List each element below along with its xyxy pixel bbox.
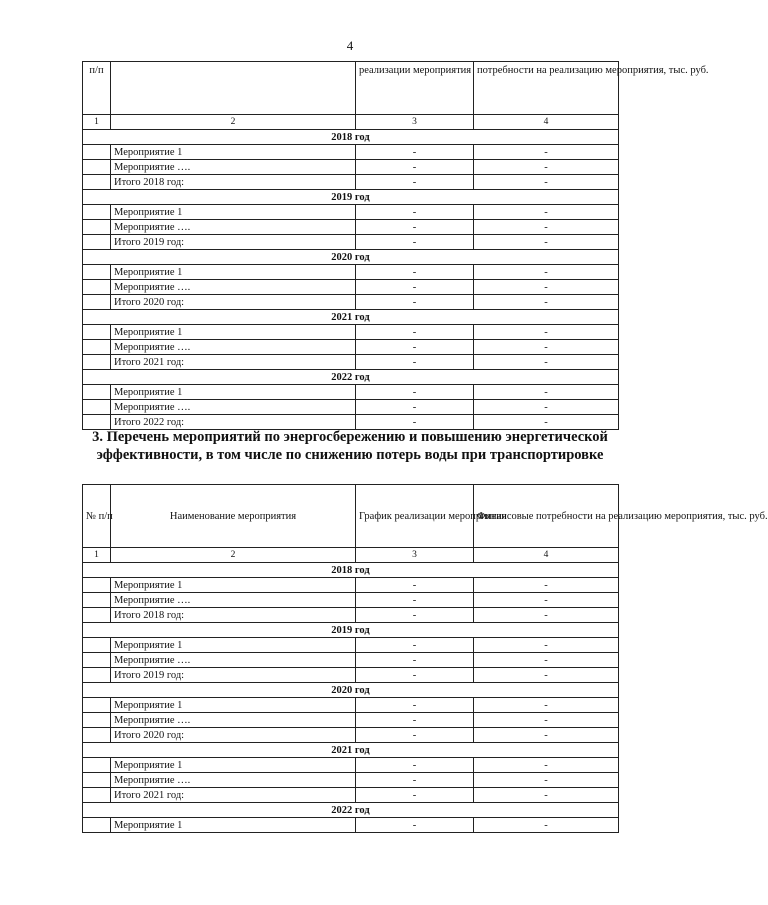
table-header-row [83,485,619,548]
table-row [83,205,619,220]
column-number: 1 [83,548,111,563]
section-title: 3. Перечень мероприятий по энергосбережению и повышению энергетической эффективности, в том числе по снижению потерь воды при транспортировке [92,429,608,463]
total-row [83,728,619,743]
year-heading: 2020 год [83,683,619,698]
column-number: 1 [83,115,111,130]
schedule-value: - [356,205,474,220]
activity-name: Мероприятие 1 [111,758,356,773]
table-row [83,160,619,175]
finance-value: - [474,265,619,280]
table-row [83,385,619,400]
schedule-value: - [356,235,474,250]
finance-value: - [474,653,619,668]
header-schedule: График реализации мероприятия [356,485,474,548]
finance-value: - [474,415,619,430]
activity-name: Мероприятие 1 [111,205,356,220]
schedule-value: - [356,668,474,683]
row-number [83,265,111,280]
activity-name: Мероприятие 1 [111,145,356,160]
schedule-value: - [356,773,474,788]
header-finance: Финансовые потребности на реализацию мероприятия, тыс. руб. [474,485,619,548]
row-number [83,758,111,773]
finance-value: - [474,728,619,743]
finance-value: - [474,818,619,833]
schedule-value: - [356,593,474,608]
table-row [83,220,619,235]
year-heading: 2021 год [83,310,619,325]
row-number [83,400,111,415]
finance-value: - [474,235,619,250]
header-name [111,62,356,115]
table-row [83,713,619,728]
year-row [83,743,619,758]
schedule-value: - [356,220,474,235]
row-number [83,713,111,728]
activity-name: Мероприятие 1 [111,818,356,833]
row-number [83,160,111,175]
total-row [83,668,619,683]
finance-value: - [474,638,619,653]
row-number [83,280,111,295]
total-row [83,608,619,623]
schedule-value: - [356,145,474,160]
row-number [83,235,111,250]
table-row [83,145,619,160]
page-number: 4 [346,38,354,53]
schedule-value: - [356,788,474,803]
header-name: Наименование мероприятия [111,485,356,548]
table-row [83,638,619,653]
year-heading: 2021 год [83,743,619,758]
finance-value: - [474,698,619,713]
schedule-value: - [356,698,474,713]
total-label: Итого 2018 год: [111,608,356,623]
row-number [83,145,111,160]
finance-value: - [474,713,619,728]
year-heading: 2022 год [83,370,619,385]
row-number [83,340,111,355]
activity-name: Мероприятие 1 [111,265,356,280]
table-row [83,578,619,593]
total-label: Итого 2020 год: [111,295,356,310]
row-number [83,205,111,220]
row-number [83,175,111,190]
activity-name: Мероприятие …. [111,280,356,295]
total-label: Итого 2019 год: [111,235,356,250]
row-number [83,220,111,235]
table-row [83,653,619,668]
year-row [83,803,619,818]
finance-value: - [474,145,619,160]
total-label: Итого 2022 год: [111,415,356,430]
table-row [83,698,619,713]
activity-name: Мероприятие …. [111,773,356,788]
total-row [83,295,619,310]
finance-value: - [474,295,619,310]
finance-value: - [474,385,619,400]
header-finance: потребности на реализацию мероприятия, тыс. руб. [474,62,619,115]
row-number [83,385,111,400]
activity-name: Мероприятие 1 [111,578,356,593]
year-row [83,190,619,205]
year-heading: 2020 год [83,250,619,265]
finance-value: - [474,608,619,623]
table-row [83,593,619,608]
year-row [83,310,619,325]
activity-name: Мероприятие …. [111,400,356,415]
total-row [83,355,619,370]
row-number [83,355,111,370]
schedule-value: - [356,400,474,415]
schedule-value: - [356,818,474,833]
schedule-value: - [356,265,474,280]
year-row [83,370,619,385]
activity-name: Мероприятие …. [111,653,356,668]
row-number [83,728,111,743]
column-number: 3 [356,548,474,563]
table-row [83,340,619,355]
year-heading: 2018 год [83,563,619,578]
year-row [83,623,619,638]
schedule-value: - [356,385,474,400]
total-label: Итого 2018 год: [111,175,356,190]
table-body [83,548,619,833]
row-number [83,295,111,310]
finance-value: - [474,205,619,220]
schedule-value: - [356,340,474,355]
total-label: Итого 2021 год: [111,788,356,803]
activity-name: Мероприятие 1 [111,325,356,340]
year-row [83,250,619,265]
year-heading: 2019 год [83,190,619,205]
year-heading: 2019 год [83,623,619,638]
row-number [83,653,111,668]
finance-value: - [474,355,619,370]
table-row [83,773,619,788]
finance-value: - [474,175,619,190]
row-number [83,788,111,803]
column-number-row [83,115,619,130]
row-number [83,773,111,788]
year-row [83,563,619,578]
table-row [83,325,619,340]
finance-value: - [474,758,619,773]
finance-value: - [474,160,619,175]
column-number: 4 [474,548,619,563]
finance-value: - [474,220,619,235]
total-row [83,235,619,250]
row-number [83,818,111,833]
activity-name: Мероприятие …. [111,340,356,355]
activity-name: Мероприятие …. [111,593,356,608]
header-number: п/п [83,62,111,115]
schedule-value: - [356,415,474,430]
schedule-value: - [356,728,474,743]
schedule-value: - [356,355,474,370]
schedule-value: - [356,160,474,175]
activities-table-energy [82,484,768,833]
schedule-value: - [356,578,474,593]
schedule-value: - [356,325,474,340]
total-row [83,175,619,190]
row-number [83,325,111,340]
activity-name: Мероприятие …. [111,220,356,235]
row-number [83,608,111,623]
table-row [83,400,619,415]
activity-name: Мероприятие 1 [111,698,356,713]
table-row [83,265,619,280]
header-schedule: реализации мероприятия [356,62,474,115]
schedule-value: - [356,638,474,653]
schedule-value: - [356,758,474,773]
table-header-row [83,62,619,115]
finance-value: - [474,593,619,608]
table-body [83,115,619,430]
schedule-value: - [356,280,474,295]
finance-value: - [474,773,619,788]
year-heading: 2022 год [83,803,619,818]
table-row [83,280,619,295]
finance-value: - [474,788,619,803]
column-number: 2 [111,115,356,130]
year-row [83,130,619,145]
activity-name: Мероприятие 1 [111,638,356,653]
column-number: 2 [111,548,356,563]
column-number-row [83,548,619,563]
year-heading: 2018 год [83,130,619,145]
total-row [83,788,619,803]
activities-table-top [82,61,709,430]
row-number [83,638,111,653]
finance-value: - [474,340,619,355]
column-number: 3 [356,115,474,130]
total-label: Итого 2020 год: [111,728,356,743]
row-number [83,668,111,683]
total-label: Итого 2019 год: [111,668,356,683]
schedule-value: - [356,713,474,728]
activity-name: Мероприятие …. [111,160,356,175]
finance-value: - [474,578,619,593]
activity-name: Мероприятие 1 [111,385,356,400]
activity-name: Мероприятие …. [111,713,356,728]
row-number [83,578,111,593]
finance-value: - [474,280,619,295]
year-row [83,683,619,698]
schedule-value: - [356,653,474,668]
schedule-value: - [356,295,474,310]
table-row [83,818,619,833]
table-row [83,758,619,773]
schedule-value: - [356,175,474,190]
finance-value: - [474,400,619,415]
header-number: № п/п [83,485,111,548]
total-label: Итого 2021 год: [111,355,356,370]
finance-value: - [474,668,619,683]
row-number [83,593,111,608]
row-number [83,698,111,713]
column-number: 4 [474,115,619,130]
finance-value: - [474,325,619,340]
schedule-value: - [356,608,474,623]
